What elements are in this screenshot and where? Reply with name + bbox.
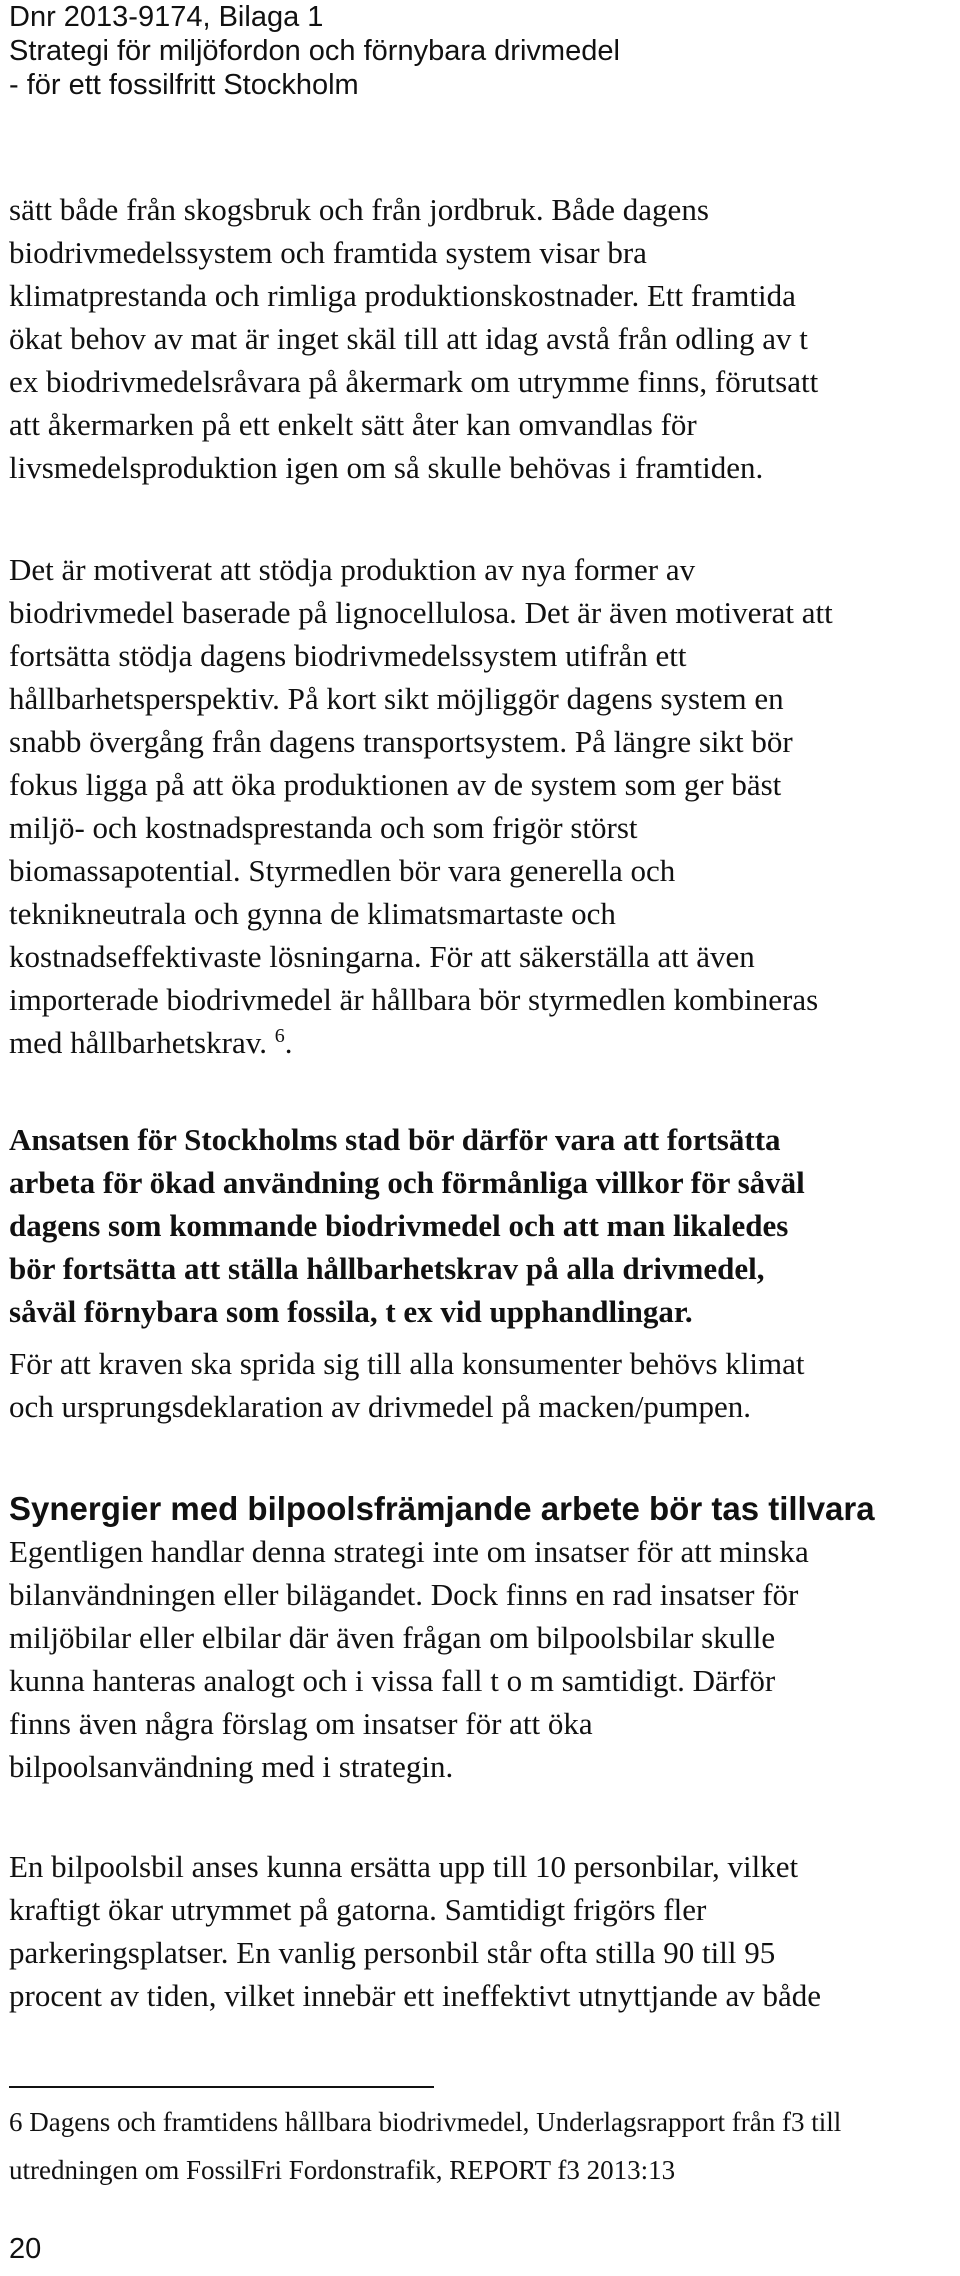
text-line: arbeta för ökad användning och förmånliga villkor för såväl: [9, 1165, 805, 1200]
text-line: bilpoolsanvändning med i strategin.: [9, 1749, 454, 1784]
text-line: En bilpoolsbil anses kunna ersätta upp till 10 personbilar, vilket: [9, 1849, 799, 1884]
footnote-line: 6 Dagens och framtidens hållbara biodrivmedel, Underlagsrapport från f3 till: [9, 2107, 842, 2137]
text-line: och ursprungsdeklaration av drivmedel på macken/pumpen.: [9, 1389, 752, 1424]
text-line: importerade biodrivmedel är hållbara bör styrmedlen kombineras: [9, 982, 819, 1017]
text-line: att åkermarken på ett enkelt sätt åter kan omvandlas för: [9, 407, 697, 442]
text-line: bör fortsätta att ställa hållbarhetskrav på alla drivmedel,: [9, 1251, 765, 1286]
text-line: miljö- och kostnadsprestanda och som frigör störst: [9, 810, 638, 845]
text-line: kraftigt ökar utrymmet på gatorna. Samtidigt frigörs fler: [9, 1892, 707, 1927]
text-line: biomassapotential. Styrmedlen bör vara generella och: [9, 853, 676, 888]
paragraph-stockholm-approach: [9, 1118, 954, 1333]
footnote-line: utredningen om FossilFri Fordonstrafik, REPORT f3 2013:13: [9, 2155, 676, 2185]
text-line: sätt både från skogsbruk och från jordbruk. Både dagens: [9, 192, 709, 227]
document-subtitle: - för ett fossilfritt Stockholm: [9, 69, 359, 101]
paragraph-car-pool-synergy: [9, 1530, 954, 1788]
paragraph-car-pool-benefits: [9, 1845, 954, 2017]
text-line: finns även några förslag om insatser för att öka: [9, 1706, 593, 1741]
text-line: [9, 1021, 954, 1064]
text-line: kostnadseffektivaste lösningarna. För att säkerställa att även: [9, 939, 755, 974]
text-line: biodrivmedelssystem och framtida system visar bra: [9, 235, 647, 270]
text-line: klimatprestanda och rimliga produktionskostnader. Ett framtida: [9, 278, 796, 313]
text-fragment: .: [284, 1025, 293, 1060]
footnote-divider: [9, 2086, 434, 2088]
text-line: Egentligen handlar denna strategi inte om insatser för att minska: [9, 1534, 809, 1569]
text-line: snabb övergång från dagens transportsystem. På längre sikt bör: [9, 724, 793, 759]
footnote-reference: 6: [274, 1025, 285, 1047]
text-line: fokus ligga på att öka produktionen av de system som ger bäst: [9, 767, 782, 802]
text-line: Ansatsen för Stockholms stad bör därför vara att fortsätta: [9, 1122, 781, 1157]
paragraph-consumer-declaration: [9, 1342, 954, 1428]
page-header: [9, 0, 620, 102]
page-number: 20: [9, 2233, 42, 2265]
text-line: För att kraven ska sprida sig till alla konsumenter behövs klimat: [9, 1346, 805, 1381]
text-line: fortsätta stödja dagens biodrivmedelssystem utifrån ett: [9, 638, 687, 673]
text-line: miljöbilar eller elbilar där även frågan om bilpoolsbilar skulle: [9, 1620, 776, 1655]
text-line: kunna hanteras analogt och i vissa fall t o m samtidigt. Därför: [9, 1663, 776, 1698]
paragraph-support-motivation: [9, 548, 954, 1064]
text-line: ex biodrivmedelsråvara på åkermark om utrymme finns, förutsatt: [9, 364, 819, 399]
document-number: Dnr 2013-9174, Bilaga 1: [9, 1, 324, 33]
text-line: parkeringsplatser. En vanlig personbil står ofta stilla 90 till 95: [9, 1935, 776, 1970]
text-line: dagens som kommande biodrivmedel och att man likaledes: [9, 1208, 789, 1243]
text-line: såväl förnybara som fossila, t ex vid upphandlingar.: [9, 1294, 693, 1329]
text-line: Det är motiverat att stödja produktion av nya former av: [9, 552, 696, 587]
text-line: hållbarhetsperspektiv. På kort sikt möjliggör dagens system en: [9, 681, 784, 716]
document-title: Strategi för miljöfordon och förnybara drivmedel: [9, 35, 620, 67]
section-heading: Synergier med bilpoolsfrämjande arbete bör tas tillvara: [9, 1490, 875, 1527]
text-line: bilanvändningen eller bilägandet. Dock finns en rad insatser för: [9, 1577, 799, 1612]
paragraph-biofuel-production: [9, 188, 954, 489]
text-line: biodrivmedel baserade på lignocellulosa. Det är även motiverat att: [9, 595, 833, 630]
text-line: livsmedelsproduktion igen om så skulle behövas i framtiden.: [9, 450, 764, 485]
text-fragment: med hållbarhetskrav.: [9, 1025, 275, 1060]
text-line: teknikneutrala och gynna de klimatsmartaste och: [9, 896, 616, 931]
footnote: [9, 2098, 841, 2194]
text-line: procent av tiden, vilket innebär ett ineffektivt utnyttjande av både: [9, 1978, 822, 2013]
text-line: ökat behov av mat är inget skäl till att idag avstå från odling av t: [9, 321, 808, 356]
